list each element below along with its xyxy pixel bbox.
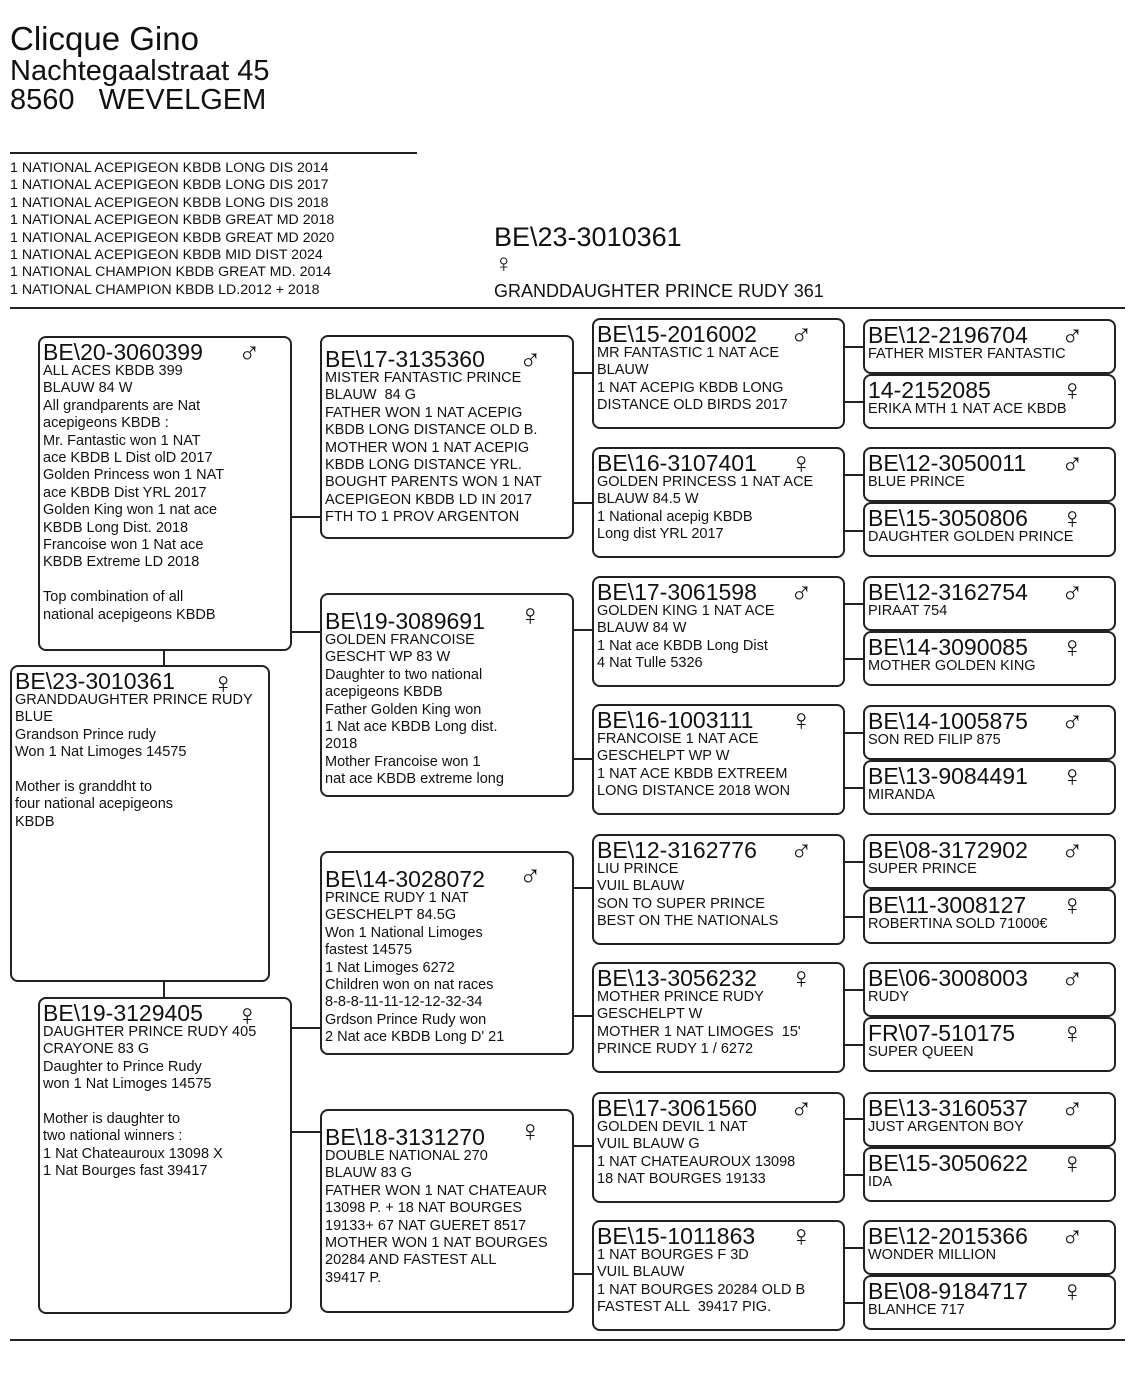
pedigree-card-great-grandparent[interactable] bbox=[592, 318, 845, 429]
connector-line bbox=[843, 1118, 863, 1120]
male-icon: ♂ bbox=[1061, 1220, 1084, 1253]
pedigree-card-ggp[interactable] bbox=[863, 1092, 1116, 1147]
pigeon-description: RUDY bbox=[868, 989, 910, 1005]
ring-number: BE\12-2015366 bbox=[868, 1223, 1028, 1249]
pigeon-description: LIU PRINCE VUIL BLAUW SON TO SUPER PRINCE BEST ON THE NATIONALS bbox=[597, 861, 779, 930]
pigeon-description: FATHER MISTER FANTASTIC bbox=[868, 346, 1066, 362]
male-icon: ♂ bbox=[790, 318, 813, 351]
connector-line bbox=[572, 629, 592, 631]
pigeon-description: PIRAAT 754 bbox=[868, 603, 948, 619]
female-icon: ♀ bbox=[1061, 374, 1084, 407]
pigeon-description: SUPER QUEEN bbox=[868, 1044, 974, 1060]
female-icon: ♀ bbox=[519, 1115, 542, 1148]
pigeon-description: MISTER FANTASTIC PRINCE BLAUW 84 G FATHER WON 1 NAT ACEPIG KBDB LONG DISTANCE OLD B. MOTHER WON 1 NAT ACEPIG KBDB LONG DISTANCE YRL. BOUGHT PARENTS WON 1 NAT ACEPIGEON KBDB LD IN 2017 FTH TO 1 PROV ARGENTON bbox=[325, 370, 542, 526]
connector-line bbox=[163, 981, 165, 998]
ring-number: BE\08-9184717 bbox=[868, 1278, 1028, 1304]
female-icon: ♀ bbox=[1061, 631, 1084, 664]
pedigree-card-great-grandparent[interactable] bbox=[592, 576, 845, 687]
pigeon-description: DOUBLE NATIONAL 270 BLAUW 83 G FATHER WON 1 NAT CHATEAUR 13098 P. + 18 NAT BOURGES 19133+ 67 NAT GUERET 8517 MOTHER WON 1 NAT BOURGES 20284 AND FASTEST ALL 39417 P. bbox=[325, 1148, 548, 1286]
pedigree-bottom-divider bbox=[10, 1339, 1125, 1341]
ring-number: BE\12-3162776 bbox=[597, 837, 757, 863]
subject-ring-number: BE\23-3010361 bbox=[494, 222, 682, 252]
pigeon-description: FRANCOISE 1 NAT ACE GESCHELPT WP W 1 NAT ACE KBDB EXTREEM LONG DISTANCE 2018 WON bbox=[597, 731, 791, 800]
male-icon: ♂ bbox=[1061, 447, 1084, 480]
pedigree-card-ggp[interactable] bbox=[863, 631, 1116, 686]
ring-number: BE\12-3050011 bbox=[868, 450, 1027, 476]
male-icon: ♂ bbox=[1061, 705, 1084, 738]
female-icon: ♀ bbox=[1061, 889, 1084, 922]
ring-number: BE\12-3162754 bbox=[868, 579, 1028, 605]
connector-line bbox=[843, 989, 863, 991]
pigeon-description: ROBERTINA SOLD 71000€ bbox=[868, 916, 1048, 932]
pigeon-description: SON RED FILIP 875 bbox=[868, 732, 1001, 748]
connector-line bbox=[290, 1027, 320, 1029]
female-icon: ♀ bbox=[790, 447, 813, 480]
ring-number: BE\20-3060399 bbox=[43, 339, 203, 365]
connector-line bbox=[572, 502, 592, 504]
pigeon-description: SUPER PRINCE bbox=[868, 861, 977, 877]
connector-line bbox=[843, 732, 863, 734]
connector-line bbox=[572, 1015, 592, 1017]
achievement-item: 1 NATIONAL ACEPIGEON KBDB LONG DIS 2018 bbox=[10, 194, 329, 211]
ring-number: BE\17-3061560 bbox=[597, 1095, 757, 1121]
ring-number: BE\23-3010361 bbox=[15, 668, 175, 694]
pedigree-card-ggp[interactable] bbox=[863, 319, 1116, 374]
connector-line bbox=[843, 346, 863, 348]
female-icon: ♀ bbox=[790, 1220, 813, 1253]
connector-line bbox=[290, 516, 320, 518]
ring-number: 14-2152085 bbox=[868, 377, 991, 403]
pigeon-description: GRANDDAUGHTER PRINCE RUDY BLUE Grandson Prince rudy Won 1 Nat Limoges 14575 Mother is granddht to four national acepigeons KBDB bbox=[15, 692, 253, 830]
connector-line bbox=[843, 1174, 863, 1176]
pigeon-description: PRINCE RUDY 1 NAT GESCHELPT 84.5G Won 1 National Limoges fastest 14575 1 Nat Limoges 6272 Children won on nat races 8-8-8-11-11-12-12-32-34 Grdson Prince Rudy won 2 Nat ace KBDB Long D' 21 bbox=[325, 890, 505, 1046]
ring-number: BE\11-3008127 bbox=[868, 892, 1027, 918]
connector-line bbox=[572, 1273, 592, 1275]
pedigree-card-dam[interactable] bbox=[38, 997, 292, 1314]
pedigree-card-grandparent[interactable] bbox=[320, 851, 574, 1055]
male-icon: ♂ bbox=[1061, 576, 1084, 609]
connector-line bbox=[163, 650, 165, 666]
male-icon: ♂ bbox=[238, 336, 261, 369]
ring-number: BE\15-2016002 bbox=[597, 321, 757, 347]
pigeon-description: JUST ARGENTON BOY bbox=[868, 1119, 1024, 1135]
pigeon-description: ALL ACES KBDB 399 BLAUW 84 W All grandparents are Nat acepigeons KBDB : Mr. Fantastic won 1 NAT ace KBDB L Dist olD 2017 Golden Princess won 1 NAT ace KBDB Dist YRL 2017 Golden King won 1 nat ace KBDB Long Dist. 2018 Francoise won 1 Nat ace KBDB Extreme LD 2018 Top combination of all national acepigeons KBDB bbox=[43, 363, 225, 623]
pigeon-description: GOLDEN PRINCESS 1 NAT ACE BLAUW 84.5 W 1 National acepig KBDB Long dist YRL 2017 bbox=[597, 474, 814, 543]
connector-line bbox=[843, 474, 863, 476]
connector-line bbox=[572, 758, 592, 760]
pedigree-card-ggp[interactable] bbox=[863, 374, 1116, 429]
pigeon-description: BLUE PRINCE bbox=[868, 474, 965, 490]
pigeon-description: MOTHER GOLDEN KING bbox=[868, 658, 1036, 674]
female-icon: ♀ bbox=[212, 667, 235, 700]
pedigree-card-ggp[interactable] bbox=[863, 705, 1116, 760]
male-icon: ♂ bbox=[790, 1092, 813, 1125]
pigeon-description: ERIKA MTH 1 NAT ACE KBDB bbox=[868, 401, 1067, 417]
connector-line bbox=[843, 401, 863, 403]
pedigree-card-great-grandparent[interactable] bbox=[592, 704, 845, 815]
connector-line bbox=[843, 787, 863, 789]
male-icon: ♂ bbox=[1061, 319, 1084, 352]
female-icon: ♀ bbox=[790, 962, 813, 995]
connector-line bbox=[843, 861, 863, 863]
pigeon-description: 1 NAT BOURGES F 3D VUIL BLAUW 1 NAT BOURGES 20284 OLD B FASTEST ALL 39417 PIG. bbox=[597, 1247, 806, 1316]
connector-line bbox=[290, 1131, 320, 1133]
ring-number: BE\16-1003111 bbox=[597, 707, 754, 733]
pedigree-card-ggp[interactable] bbox=[863, 576, 1116, 631]
pedigree-card-ggp[interactable] bbox=[863, 760, 1116, 815]
pigeon-description: WONDER MILLION bbox=[868, 1247, 997, 1263]
pigeon-description: BLANHCE 717 bbox=[868, 1302, 965, 1318]
female-icon: ♀ bbox=[790, 704, 813, 737]
ring-number: BE\19-3089691 bbox=[325, 608, 485, 634]
pedigree-card-great-grandparent[interactable] bbox=[592, 962, 845, 1073]
achievement-item: 1 NATIONAL ACEPIGEON KBDB GREAT MD 2018 bbox=[10, 212, 335, 229]
female-icon: ♀ bbox=[494, 248, 514, 278]
pedigree-card-ggp[interactable] bbox=[863, 962, 1116, 1017]
pigeon-description: MIRANDA bbox=[868, 787, 935, 803]
ring-number: BE\17-3135360 bbox=[325, 346, 485, 372]
pedigree-card-ggp[interactable] bbox=[863, 1147, 1116, 1202]
pedigree-card-grandparent[interactable] bbox=[320, 593, 574, 797]
achievement-item: 1 NATIONAL ACEPIGEON KBDB LONG DIS 2014 bbox=[10, 160, 329, 176]
achievements-list bbox=[10, 160, 334, 299]
owner-street: Nachtegaalstraat 45 bbox=[10, 55, 270, 87]
connector-line bbox=[843, 603, 863, 605]
pedigree-card-great-grandparent[interactable] bbox=[592, 1220, 845, 1331]
pedigree-card-ggp[interactable] bbox=[863, 1220, 1116, 1275]
pedigree-card-ggp[interactable] bbox=[863, 1017, 1116, 1072]
pedigree-card-great-grandparent[interactable] bbox=[592, 834, 845, 945]
male-icon: ♂ bbox=[790, 576, 813, 609]
achievement-item: 1 NATIONAL ACEPIGEON KBDB MID DIST 2024 bbox=[10, 247, 323, 264]
pedigree-card-ggp[interactable] bbox=[863, 834, 1116, 889]
male-icon: ♂ bbox=[1061, 1092, 1084, 1125]
header-divider bbox=[10, 152, 417, 154]
connector-line bbox=[843, 1044, 863, 1046]
pedigree-card-ggp[interactable] bbox=[863, 889, 1116, 944]
achievement-item: 1 NATIONAL CHAMPION KBDB LD.2012 + 2018 bbox=[10, 281, 320, 298]
owner-city: 8560 WEVELGEM bbox=[10, 84, 267, 116]
pigeon-description: DAUGHTER PRINCE RUDY 405 CRAYONE 83 G Daughter to Prince Rudy won 1 Nat Limoges 14575 Mother is daughter to two national winners : 1 Nat Chateauroux 13098 X 1 Nat Bourges fast 39417 bbox=[43, 1024, 257, 1180]
connector-line bbox=[572, 887, 592, 889]
pigeon-description: GOLDEN KING 1 NAT ACE BLAUW 84 W 1 Nat ace KBDB Long Dist 4 Nat Tulle 5326 bbox=[597, 603, 775, 672]
pedigree-card-sire[interactable] bbox=[38, 336, 292, 651]
male-icon: ♂ bbox=[790, 834, 813, 867]
pedigree-top-divider bbox=[10, 307, 1125, 309]
male-icon: ♂ bbox=[1061, 962, 1084, 995]
male-icon: ♂ bbox=[519, 859, 542, 892]
pigeon-description: MOTHER PRINCE RUDY GESCHELPT W MOTHER 1 NAT LIMOGES 15' PRINCE RUDY 1 / 6272 bbox=[597, 989, 801, 1058]
pedigree-card-ggp[interactable] bbox=[863, 447, 1116, 502]
ring-number: BE\13-9084491 bbox=[868, 763, 1028, 789]
ring-number: BE\16-3107401 bbox=[597, 450, 757, 476]
connector-line bbox=[843, 530, 863, 532]
pedigree-card-great-grandparent[interactable] bbox=[592, 447, 845, 558]
connector-line bbox=[290, 631, 320, 633]
female-icon: ♀ bbox=[1061, 760, 1084, 793]
pedigree-card-grandparent[interactable] bbox=[320, 335, 574, 539]
ring-number: FR\07-510175 bbox=[868, 1020, 1016, 1046]
connector-line bbox=[843, 658, 863, 660]
pigeon-description: IDA bbox=[868, 1174, 893, 1190]
pedigree-card-ggp[interactable] bbox=[863, 1275, 1116, 1330]
subject-name: GRANDDAUGHTER PRINCE RUDY 361 bbox=[494, 281, 824, 301]
pigeon-description: GOLDEN FRANCOISE GESCHT WP 83 W Daughter to two national acepigeons KBDB Father Golden King won 1 Nat ace KBDB Long dist. 2018 Mother Francoise won 1 nat ace KBDB extreme long bbox=[325, 632, 504, 788]
ring-number: BE\08-3172902 bbox=[868, 837, 1028, 863]
pigeon-description: DAUGHTER GOLDEN PRINCE bbox=[868, 529, 1074, 545]
connector-line bbox=[843, 1302, 863, 1304]
male-icon: ♂ bbox=[519, 343, 542, 376]
ring-number: BE\14-1005875 bbox=[868, 708, 1028, 734]
female-icon: ♀ bbox=[1061, 1017, 1084, 1050]
pigeon-description: MR FANTASTIC 1 NAT ACE BLAUW 1 NAT ACEPIG KBDB LONG DISTANCE OLD BIRDS 2017 bbox=[597, 345, 788, 414]
ring-number: BE\15-3050806 bbox=[868, 505, 1028, 531]
ring-number: BE\15-1011863 bbox=[597, 1223, 756, 1249]
ring-number: BE\13-3056232 bbox=[597, 965, 757, 991]
ring-number: BE\13-3160537 bbox=[868, 1095, 1028, 1121]
ring-number: BE\18-3131270 bbox=[325, 1124, 485, 1150]
achievement-item: 1 NATIONAL CHAMPION KBDB GREAT MD. 2014 bbox=[10, 264, 332, 281]
pigeon-description: GOLDEN DEVIL 1 NAT VUIL BLAUW G 1 NAT CHATEAUROUX 13098 18 NAT BOURGES 19133 bbox=[597, 1119, 796, 1188]
ring-number: BE\15-3050622 bbox=[868, 1150, 1028, 1176]
connector-line bbox=[843, 1247, 863, 1249]
pedigree-card-great-grandparent[interactable] bbox=[592, 1092, 845, 1203]
ring-number: BE\12-2196704 bbox=[868, 322, 1028, 348]
pedigree-card-grandparent[interactable] bbox=[320, 1109, 574, 1313]
female-icon: ♀ bbox=[519, 599, 542, 632]
ring-number: BE\14-3028072 bbox=[325, 866, 485, 892]
pedigree-card-ggp[interactable] bbox=[863, 502, 1116, 557]
female-icon: ♀ bbox=[1061, 1275, 1084, 1308]
female-icon: ♀ bbox=[1061, 502, 1084, 535]
connector-line bbox=[572, 1145, 592, 1147]
ring-number: BE\14-3090085 bbox=[868, 634, 1028, 660]
achievement-item: 1 NATIONAL ACEPIGEON KBDB GREAT MD 2020 bbox=[10, 229, 335, 246]
ring-number: BE\06-3008003 bbox=[868, 965, 1028, 991]
owner-name: Clicque Gino bbox=[10, 20, 199, 57]
female-icon: ♀ bbox=[236, 999, 259, 1032]
connector-line bbox=[843, 916, 863, 918]
ring-number: BE\19-3129405 bbox=[43, 1000, 203, 1026]
connector-line bbox=[572, 372, 592, 374]
female-icon: ♀ bbox=[1061, 1147, 1084, 1180]
pedigree-card-subject[interactable] bbox=[10, 665, 270, 982]
achievement-item: 1 NATIONAL ACEPIGEON KBDB LONG DIS 2017 bbox=[10, 177, 329, 194]
male-icon: ♂ bbox=[1061, 834, 1084, 867]
ring-number: BE\17-3061598 bbox=[597, 579, 757, 605]
